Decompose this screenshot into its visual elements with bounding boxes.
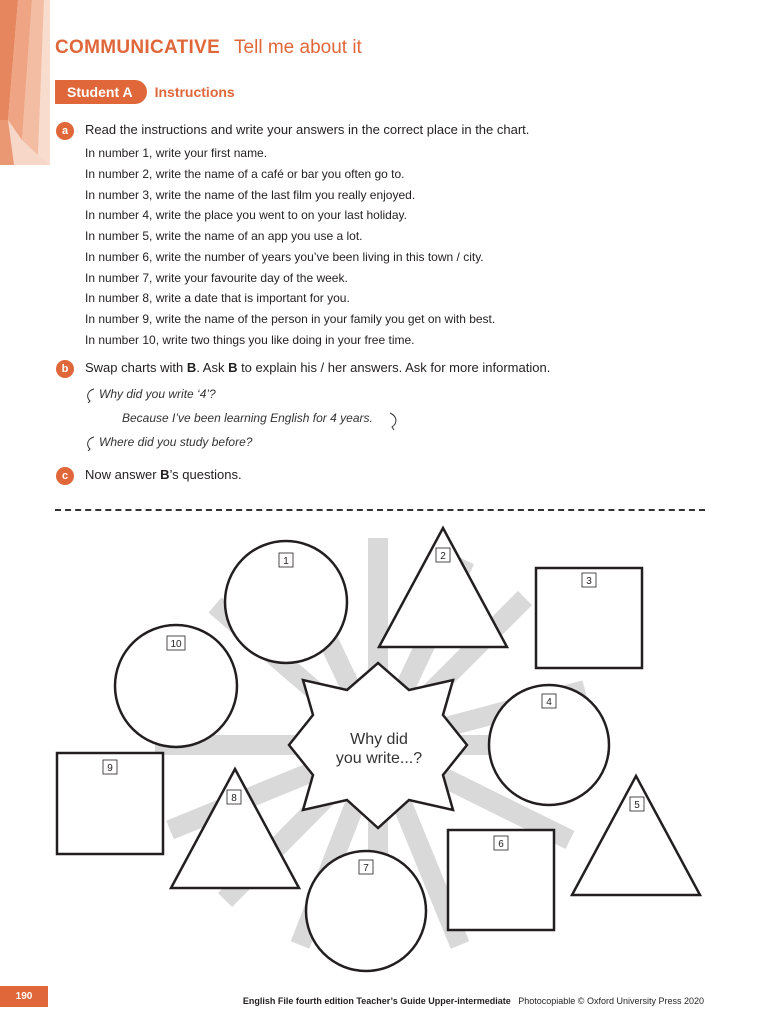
student-b-ref: B <box>228 360 238 375</box>
page-number: 190 <box>0 986 48 1007</box>
student-tag <box>55 80 235 104</box>
instruction-item: In number 10, write two things you like doing in your free time. <box>85 333 415 347</box>
student-label: Student A <box>55 80 147 104</box>
shape-number: 8 <box>231 793 237 804</box>
instruction-item: In number 7, write your favourite day of the week. <box>85 271 348 285</box>
instruction-text: . Ask <box>196 360 229 375</box>
shape-number: 3 <box>586 576 592 587</box>
page-title: COMMUNICATIVE <box>55 37 221 58</box>
section-a-instruction: Read the instructions and write your answers in the correct place in the chart. <box>85 122 530 137</box>
center-text-line2: you write...? <box>335 750 423 767</box>
instructions-label: Instructions <box>154 84 235 100</box>
answer-chart <box>0 520 768 980</box>
shape-number: 9 <box>107 763 113 774</box>
section-c-instruction <box>85 467 242 482</box>
instruction-item: In number 9, write the name of the person in your family you get on with best. <box>85 312 496 326</box>
shape-number: 10 <box>170 639 182 650</box>
section-b-bullet: b <box>56 360 74 378</box>
speech-mark-icon <box>386 411 400 431</box>
example-question: Where did you study before? <box>99 435 253 449</box>
instruction-item: In number 5, write the name of an app you use a lot. <box>85 229 363 243</box>
student-b-ref: B <box>160 467 170 482</box>
example-answer: Because I’ve been learning English for 4 years. <box>122 411 373 425</box>
student-b-ref: B <box>186 360 197 375</box>
corner-decoration <box>0 0 50 165</box>
cut-line <box>55 509 705 511</box>
example-question: Why did you write ‘4’? <box>99 387 216 401</box>
instruction-item: In number 2, write the name of a café or bar you often go to. <box>85 167 405 181</box>
instruction-item: In number 1, write your first name. <box>85 146 268 160</box>
instruction-text: Swap charts with <box>85 360 187 375</box>
shape-number: 2 <box>440 551 446 562</box>
speech-mark-icon <box>84 435 98 451</box>
footer-book: English File fourth edition Teacher’s Guide Upper-intermediate <box>242 996 511 1006</box>
instruction-item: In number 8, write a date that is important for you. <box>85 291 350 305</box>
shape-number: 1 <box>283 556 289 567</box>
section-a-bullet: a <box>56 122 74 140</box>
instruction-text: to explain his / her answers. Ask for more information. <box>237 360 551 375</box>
instruction-text: ’s questions. <box>169 467 242 482</box>
shape-number: 4 <box>546 697 552 708</box>
shape-number: 6 <box>498 839 504 850</box>
shape-number: 7 <box>363 863 369 874</box>
page-subtitle: Tell me about it <box>234 37 362 58</box>
section-b-instruction <box>85 360 550 375</box>
footer-credits <box>243 996 704 1006</box>
center-text-line1: Why did <box>350 731 408 748</box>
instruction-text: Now answer <box>85 467 161 482</box>
instruction-item: In number 6, write the number of years you’ve been living in this town / city. <box>85 250 484 264</box>
instruction-item: In number 4, write the place you went to on your last holiday. <box>85 208 407 222</box>
instruction-item: In number 3, write the name of the last film you really enjoyed. <box>85 188 416 202</box>
answer-triangle-5 <box>572 776 700 895</box>
page-heading <box>55 37 362 59</box>
footer-copyright: Photocopiable © Oxford University Press 2020 <box>518 996 704 1006</box>
shape-number: 5 <box>634 800 640 811</box>
answer-triangle-2 <box>379 528 507 647</box>
section-c-bullet: c <box>56 467 74 485</box>
speech-mark-icon <box>84 387 98 403</box>
